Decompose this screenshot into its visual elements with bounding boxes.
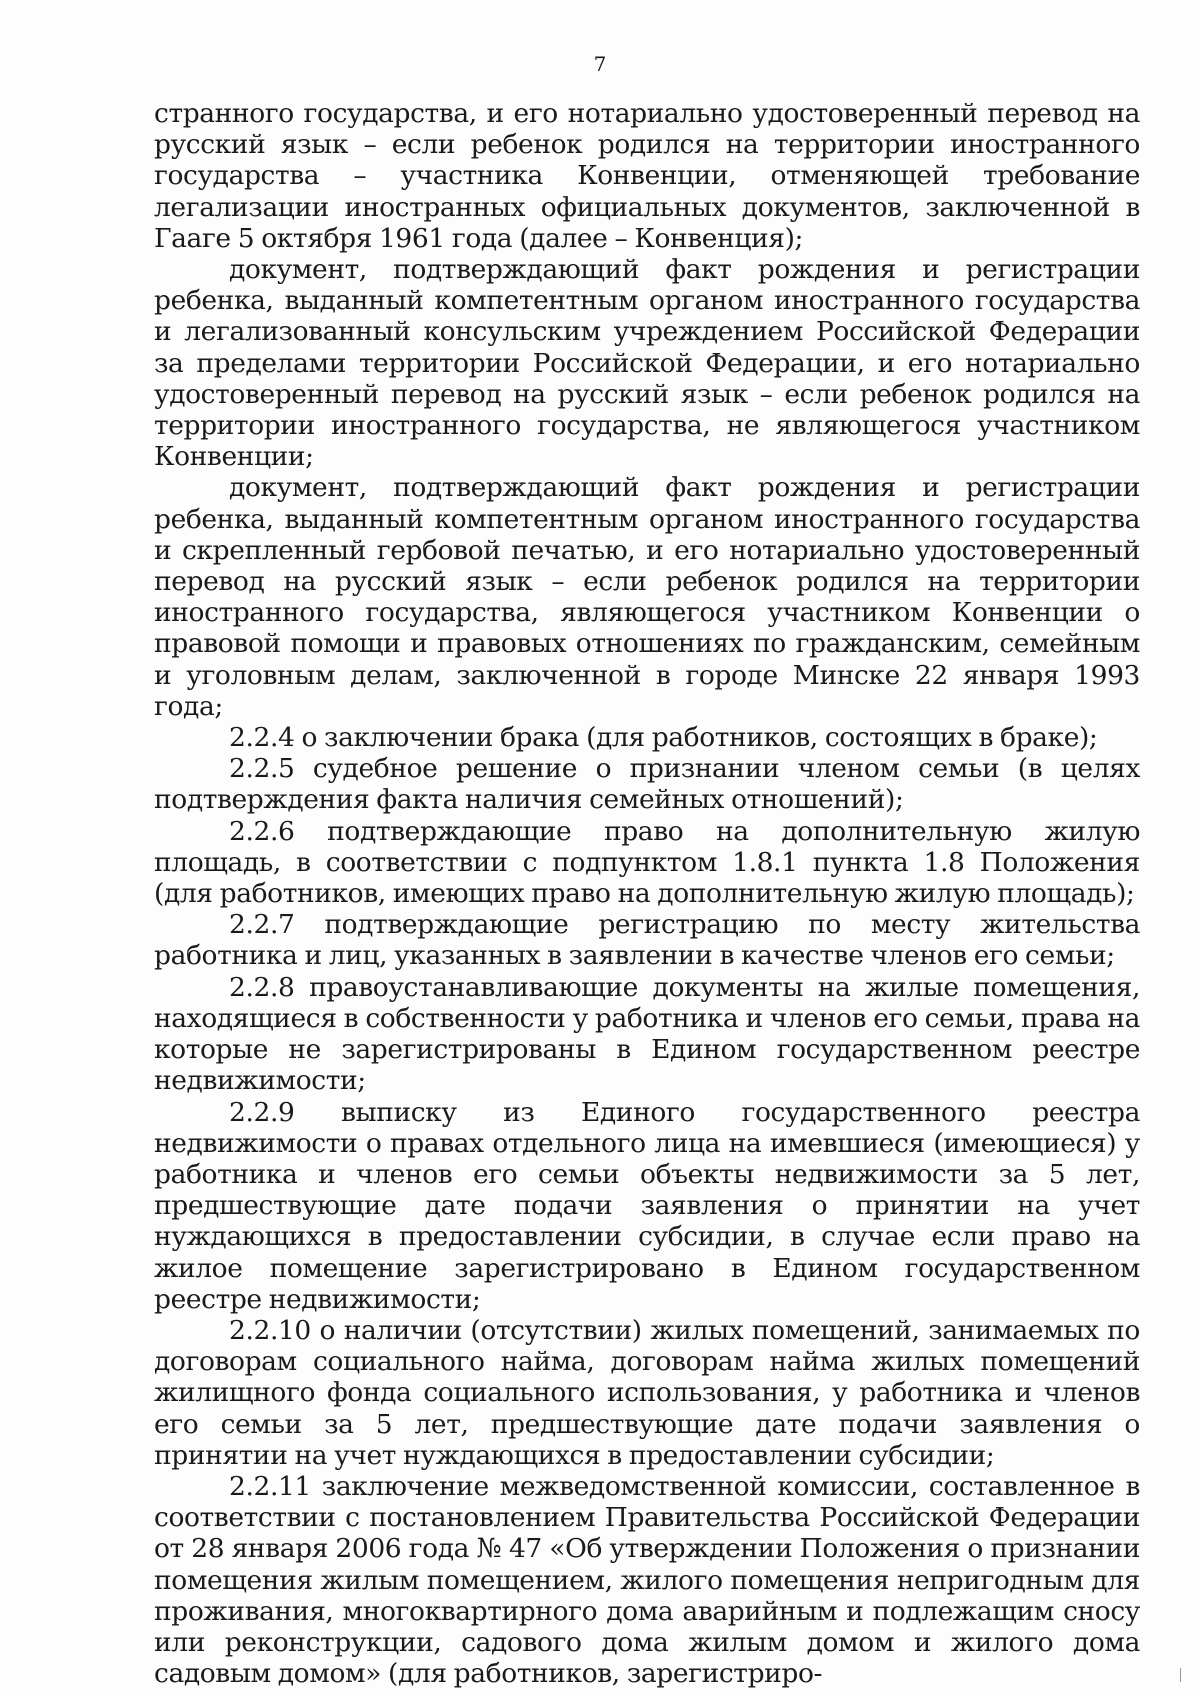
paragraph-continuation: странного государства, и его нотариально удостоверенный перевод на русский язык – если ребенок родился на территории иностранного государства – участника Конвенции, отменяющей требование легализации иностранных официальных документов, заключенной в Гааге 5 октября 1961 года (далее – Конвенция); <box>154 98 1140 254</box>
paragraph-2-2-7: 2.2.7 подтверждающие регистрацию по месту жительства работника и лиц, указанных в заявлении в качестве членов его семьи; <box>154 909 1140 972</box>
document-body <box>154 98 1140 1689</box>
page-number: 7 <box>593 52 607 76</box>
paragraph-2-2-11: 2.2.11 заключение межведомственной комиссии, составленное в соответствии с постановлением Правительства Российской Федерации от 28 января 2006 года № 47 «Об утверждении Положения о признании помещения жилым помещением, жилого помещения непригодным для проживания, многоквартирного дома аварийным и подлежащим сносу или реконструкции, садового дома жилым домом и жилого дома садовым домом» (для работников, зарегистриро- <box>154 1470 1140 1690</box>
scan-artifact-mark <box>1180 1668 1181 1682</box>
paragraph-2-2-9: 2.2.9 выписку из Единого государственного реестра недвижимости о правах отдельного лица на имевшиеся (имеющиеся) у работника и членов его семьи объекты недвижимости за 5 лет, предшествующие дате подачи заявления о принятии на учет нуждающихся в предоставлении субсидии, в случае если право на жилое помещение зарегистрировано в Едином государственном реестре недвижимости; <box>154 1096 1140 1315</box>
paragraph-birth-document-stamped: документ, подтверждающий факт рождения и регистрации ребенка, выданный компетентным органом иностранного государства и скрепленный гербовой печатью, и его нотариально удостоверенный перевод на русский язык – если ребенок родился на территории иностранного государства, являющегося участником Конвенции о правовой помощи и правовых отношениях по гражданским, семейным и уголовным делам, заключенной в городе Минске 22 января 1993 года; <box>154 472 1140 722</box>
paragraph-2-2-6: 2.2.6 подтверждающие право на дополнительную жилую площадь, в соответствии с подпунктом 1.8.1 пункта 1.8 Положения (для работников, имеющих право на дополнительную жилую площадь); <box>154 815 1140 910</box>
paragraph-2-2-10: 2.2.10 о наличии (отсутствии) жилых помещений, занимаемых по договорам социального найма, договорам найма жилых помещений жилищного фонда социального использования, у работника и членов его семьи за 5 лет, предшествующие дате подачи заявления о принятии на учет нуждающихся в предоставлении субсидии; <box>154 1314 1140 1471</box>
paragraph-2-2-4: 2.2.4 о заключении брака (для работников, состоящих в браке); <box>229 722 1098 754</box>
paragraph-2-2-8: 2.2.8 правоустанавливающие документы на жилые помещения, находящиеся в собственности у работника и членов его семьи, права на которые не зарегистрированы в Едином государственном реестре недвижимости; <box>154 971 1140 1097</box>
paragraph-2-2-5: 2.2.5 судебное решение о признании членом семьи (в целях подтверждения факта наличия семейных отношений); <box>154 753 1140 816</box>
paragraph-birth-document-legalized: документ, подтверждающий факт рождения и регистрации ребенка, выданный компетентным органом иностранного государства и легализованный консульским учреждением Российской Федерации за пределами территории Российской Федерации, и его нотариально удостоверенный перевод на русский язык – если ребенок родился на территории иностранного государства, не являющегося участником Конвенции; <box>154 254 1140 473</box>
